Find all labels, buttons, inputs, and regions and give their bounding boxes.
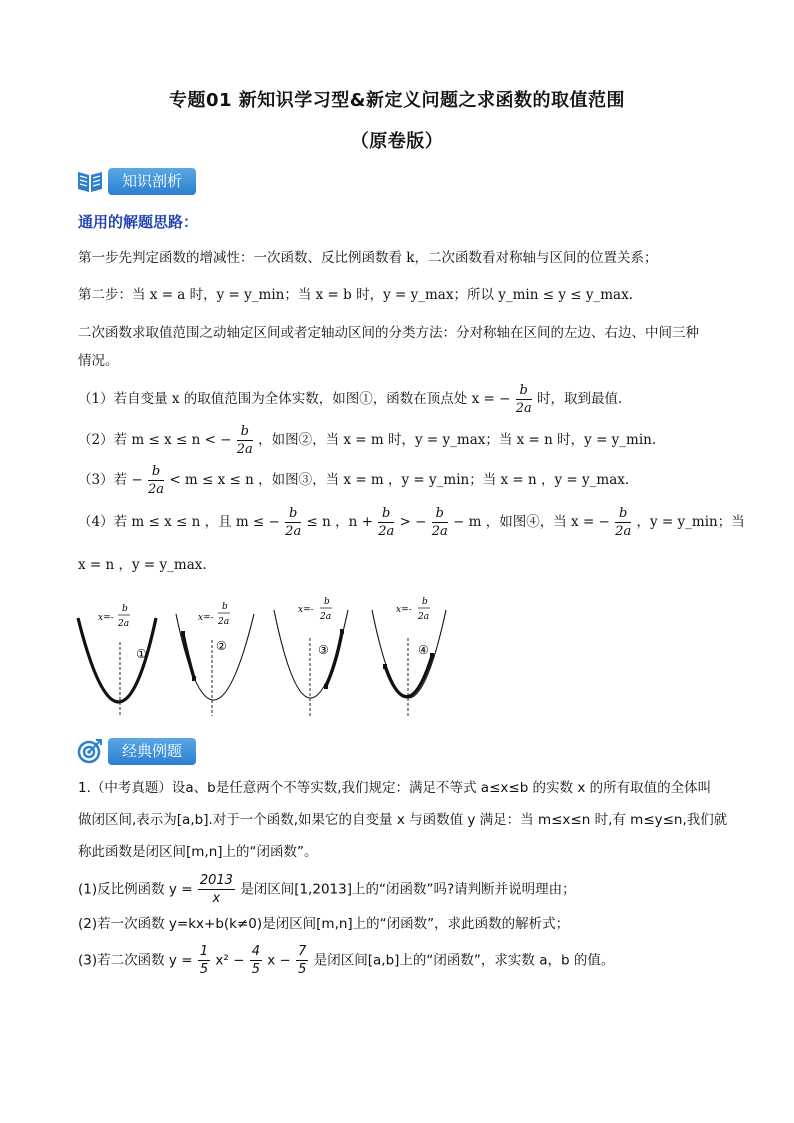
question-3-text: (3)若二次函数 y =: [78, 952, 193, 969]
parabola-graph-3: [270, 596, 356, 716]
fraction-numerator: b: [516, 382, 532, 400]
fraction-b-2a: [516, 382, 532, 417]
case-2-text: （2）若 m ≤ x ≤ n < −: [78, 432, 232, 448]
parabola-graph-1: [74, 596, 160, 716]
fraction-denominator: 2a: [148, 482, 165, 497]
case-3-tail: < m ≤ x ≤ n ，如图③，当 x = m ，y = y_min；当 x = n ，y = y_max.: [169, 472, 630, 488]
case-4: [78, 505, 745, 540]
fraction-b-2a: [237, 423, 253, 458]
case-1-tail: 时，取到最值.: [537, 391, 623, 407]
fraction-b-2a: [285, 505, 301, 540]
fraction-numerator: b: [237, 423, 253, 441]
axis-label-den: 2a: [218, 617, 230, 627]
fraction-2013-x: [198, 872, 235, 907]
book-icon: [76, 167, 104, 195]
question-3-term-1: x² −: [215, 952, 245, 969]
fraction-1-5: [198, 943, 210, 978]
classify-line-2: 情况。: [78, 353, 119, 369]
example-paragraph-3: 称此函数是闭区间[m,n]上的“闭函数”。: [78, 844, 318, 860]
case-4-text: （4）若 m ≤ x ≤ n ，且 m ≤ −: [78, 514, 280, 530]
case-4-part-d: − m ，如图④，当 x = −: [453, 514, 610, 530]
fraction-4-5: [250, 943, 262, 978]
graph-mark-1: ①: [136, 647, 147, 661]
axis-label: x=-: [198, 613, 214, 623]
question-1-text: (1)反比例函数 y =: [78, 881, 193, 898]
graph-mark-2: ②: [216, 639, 227, 653]
examples-banner: [76, 737, 196, 765]
axis-label-num: b: [324, 597, 330, 607]
fraction-denominator: 2a: [615, 524, 632, 539]
case-4-continued: x = n ，y = y_max.: [78, 557, 207, 573]
fraction-denominator: 2a: [431, 524, 448, 539]
case-4-part-e: ，y = y_min；当: [636, 514, 745, 530]
fraction-denominator: 5: [298, 962, 307, 977]
step-2: 第二步：当 x = a 时，y = y_min；当 x = b 时，y = y_max；所以 y_min ≤ y ≤ y_max.: [78, 287, 633, 303]
question-3-term-2: x −: [267, 952, 291, 969]
axis-label-num: b: [222, 602, 228, 612]
fraction-denominator: 5: [199, 962, 209, 977]
fraction-denominator: 2a: [236, 442, 253, 457]
axis-label-den: 2a: [118, 619, 130, 629]
fraction-numerator: 1: [199, 944, 209, 959]
case-2: [78, 423, 724, 458]
page-title: 专题01 新知识学习型&新定义问题之求函数的取值范围: [168, 90, 625, 111]
case-2-tail: ，如图②，当 x = m 时，y = y_max；当 x = n 时，y = y_min.: [258, 432, 657, 448]
knowledge-banner: [76, 167, 196, 195]
axis-label-den: 2a: [418, 612, 430, 622]
fraction-numerator: 2013: [199, 873, 233, 888]
axis-label: x=-: [98, 613, 114, 623]
case-1: [78, 382, 724, 417]
axis-label-num: b: [422, 597, 428, 607]
fraction-numerator: b: [615, 505, 631, 523]
case-1-text: （1）若自变量 x 的取值范围为全体实数，如图①，函数在顶点处 x = −: [78, 391, 511, 407]
axis-label-den: 2a: [320, 612, 332, 622]
fraction-denominator: 5: [251, 962, 260, 977]
parabola-graph-4: [368, 596, 454, 716]
question-2: (2)若一次函数 y=kx+b(k≠0)是闭区间[m,n]上的“闭函数”，求此函数的解析式；: [78, 916, 570, 932]
step-1: 第一步先判定函数的增减性：一次函数、反比例函数看 k，二次函数看对称轴与区间的位置关系；: [78, 250, 658, 266]
case-3-text: （3）若 −: [78, 472, 143, 488]
case-3: [78, 463, 724, 498]
target-icon: [76, 737, 104, 765]
parabola-graph-2: [172, 596, 258, 716]
fraction-numerator: b: [285, 505, 301, 523]
fraction-b-2a: [378, 505, 394, 540]
fraction-numerator: b: [432, 505, 448, 523]
graph-mark-3: ③: [318, 643, 329, 657]
fraction-numerator: 4: [251, 944, 260, 959]
question-3: [78, 943, 614, 978]
axis-label: x=-: [298, 605, 314, 615]
fraction-numerator: 7: [298, 944, 307, 959]
example-paragraph-1: 1.（中考真题）设a、b是任意两个不等实数,我们规定：满足不等式 a≤x≤b 的实数 x 的所有取值的全体叫: [78, 780, 712, 796]
question-3-tail: 是闭区间[a,b]上的“闭函数”，求实数 a，b 的值。: [313, 952, 615, 969]
graph-mark-4: ④: [418, 643, 429, 657]
case-4-part-b: ≤ n ，n +: [306, 514, 373, 530]
fraction-denominator: 2a: [378, 524, 395, 539]
axis-label-num: b: [122, 604, 128, 614]
page-subtitle: （原卷版）: [350, 131, 444, 152]
fraction-numerator: b: [378, 505, 394, 523]
fraction-b-2a: [148, 463, 164, 498]
fraction-denominator: 2a: [515, 401, 532, 416]
examples-banner-label: 经典例题: [108, 738, 196, 765]
knowledge-banner-label: 知识剖析: [108, 168, 196, 195]
fraction-denominator: 2a: [285, 524, 302, 539]
fraction-numerator: b: [148, 463, 164, 481]
axis-label: x=-: [396, 605, 412, 615]
fraction-b-2a: [432, 505, 448, 540]
question-1: [78, 872, 576, 907]
case-4-part-c: > −: [399, 514, 427, 530]
example-paragraph-2: 做闭区间,表示为[a,b].对于一个函数,如果它的自变量 x 与函数值 y 满足：当 m≤x≤n 时,有 m≤y≤n,我们就: [78, 812, 728, 828]
classify-line-1: 二次函数求取值范围之动轴定区间或者定轴动区间的分类方法：分对称轴在区间的左边、右边、中间三种: [78, 325, 699, 341]
fraction-b-2a: [615, 505, 631, 540]
fraction-7-5: [296, 943, 308, 978]
section-heading: 通用的解题思路：: [78, 213, 199, 231]
question-1-tail: 是闭区间[1,2013]上的“闭函数”吗?请判断并说明理由；: [240, 881, 576, 898]
fraction-denominator: x: [212, 891, 221, 906]
